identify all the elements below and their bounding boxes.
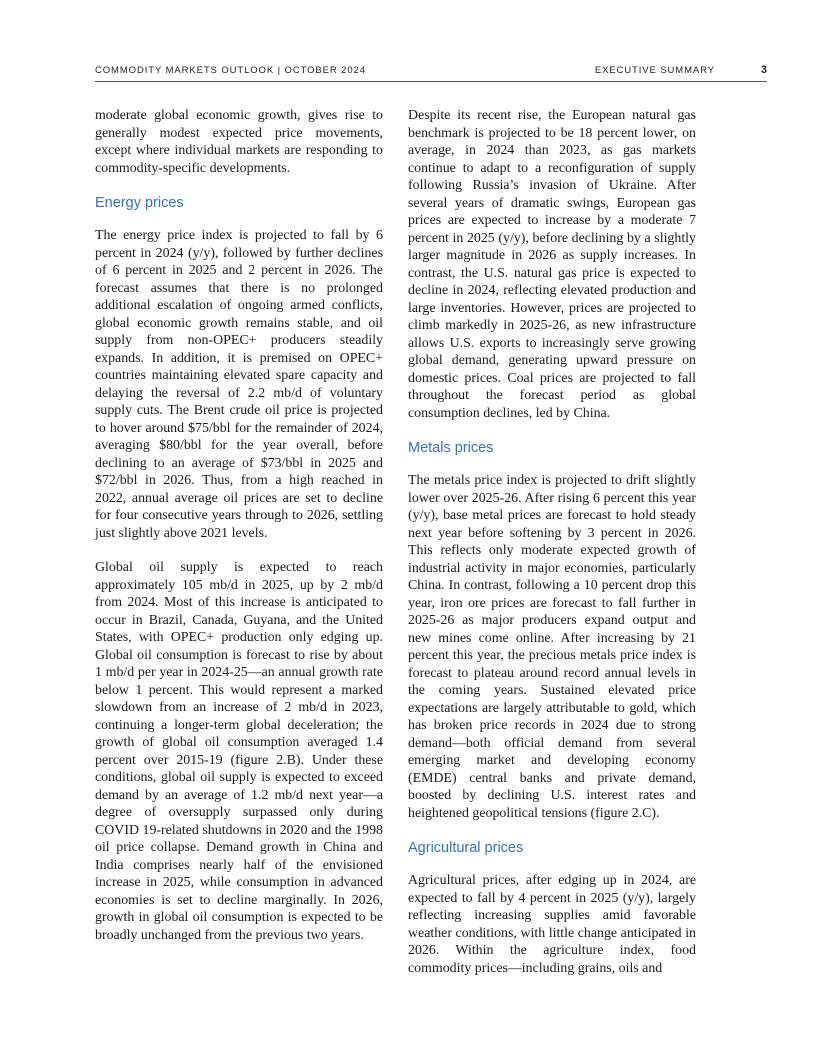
metals-prices-heading: Metals prices: [408, 440, 494, 456]
energy-paragraph-2: Global oil supply is expected to reach approximately 105 mb/d in 2025, up by 2 mb/d from 2024. Most of this increase is anticipated to occur in Brazil, Canada, Guyana, and the United States, with OPEC+ production only edging up. Global oil consumption is forecast to rise by about 1 mb/d per year in 2024-25—an annual growth rate below 1 percent. This would represent a marked slowdown from an increase of 2 mb/d in 2023, continuing a longer-term global deceleration; the growth of global oil consumption averaged 1.4 percent over 2015-19 (figure 2.B). Under these conditions, global oil supply is expected to exceed demand by an average of 1.2 mb/d next year—a degree of oversupply surpassed only during COVID 19-related shutdowns in 2020 and the 1998 oil price collapse. Demand growth in China and India comprises nearly half of the envisioned increase in 2025, while consumption in advanced economies is set to decline marginally. In 2026, growth in global oil consumption is expected to be broadly unchanged from the previous two years.: [95, 560, 383, 943]
page-number: 3: [760, 64, 767, 76]
right-column: [408, 107, 696, 994]
gas-paragraph: Despite its recent rise, the European natural gas benchmark is projected to be 18 percent lower, on average, in 2024 than 2023, as gas markets continue to adapt to a reconfiguration of supply following Russia’s invasion of Ukraine. After several years of dramatic swings, European gas prices are expected to increase by a moderate 7 percent in 2025 (y/y), before declining by a slightly larger magnitude in 2026 as supply increases. In contrast, the U.S. natural gas price is expected to decline in 2024, reflecting elevated production and large inventories. However, prices are projected to climb markedly in 2025-26, as new infrastructure allows U.S. exports to increasingly serve growing global demand, generating upward pressure on domestic prices. Coal prices are projected to fall throughout the forecast period as global consumption declines, led by China.: [408, 108, 696, 421]
metals-paragraph: The metals price index is projected to drift slightly lower over 2025-26. After rising 6 percent this year (y/y), base metal prices are forecast to hold steady next year before softening by 3 percent in 2026. This reflects only moderate expected growth of industrial activity in major economies, particularly China. In contrast, following a 10 percent drop this year, iron ore prices are forecast to fall further in 2025-26 as major producers expand output and new mines come online. After increasing by 21 percent this year, the precious metals price index is forecast to plateau around record annual levels in the coming years. Sustained elevated price expectations are largely attributable to gold, which has broken price records in 2024 due to strong demand—both official demand from several emerging market and developing economy (EMDE) central banks and private demand, boosted by declining U.S. interest rates and heightened geopolitical tensions (figure 2.C).: [408, 473, 696, 821]
intro-paragraph: moderate global economic growth, gives rise to generally modest expected price movements, except where individual markets are responding to commodity-specific developments.: [95, 108, 383, 176]
page-header: [95, 64, 767, 82]
publication-title: COMMODITY MARKETS OUTLOOK | OCTOBER 2024: [95, 65, 366, 76]
section-title: EXECUTIVE SUMMARY: [594, 65, 715, 76]
energy-paragraph-1: The energy price index is projected to fall by 6 percent in 2024 (y/y), followed by further declines of 6 percent in 2025 and 2 percent in 2026. The forecast assumes that there is no prolonged additional escalation of ongoing armed conflicts, global economic growth remains stable, and oil supply from non-OPEC+ producers steadily expands. In addition, it is premised on OPEC+ countries maintaining elevated spare capacity and delaying the reversal of 2.2 mb/d of voluntary supply cuts. The Brent crude oil price is projected to hover around $75/bbl for the remainder of 2024, averaging $80/bbl for the year overall, before declining to an average of $73/bbl in 2025 and $72/bbl in 2026. Thus, from a high reached in 2022, annual average oil prices are set to decline for four consecutive years through to 2026, settling just slightly above 2021 levels.: [95, 228, 383, 541]
agricultural-prices-heading: Agricultural prices: [408, 840, 524, 856]
agricultural-paragraph: Agricultural prices, after edging up in 2024, are expected to fall by 4 percent in 2025 (y/y), largely reflecting increasing supplies amid favorable weather conditions, with little change anticipated in 2026. Within the agriculture index, food commodity prices—including grains, oils and: [408, 873, 696, 976]
energy-prices-heading: Energy prices: [95, 195, 184, 211]
left-column: [95, 107, 383, 961]
